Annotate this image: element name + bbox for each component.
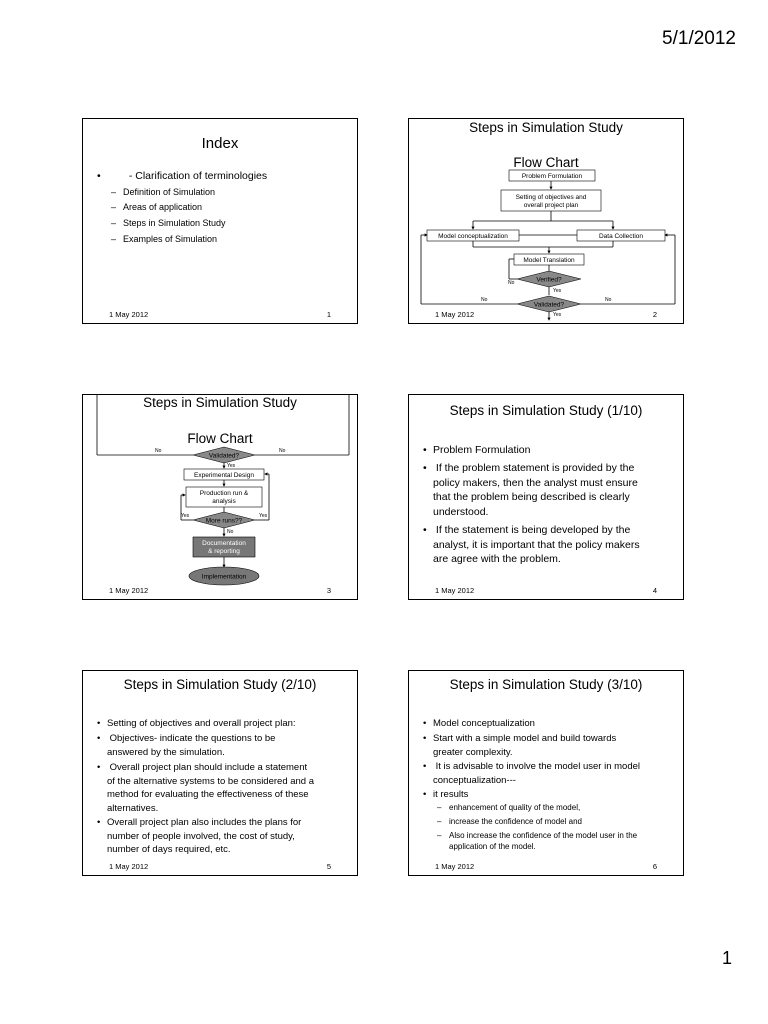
slide-footer-date: 1 May 2012 [109, 586, 149, 595]
flow-label-no: No [155, 448, 162, 454]
sub-item-text: Examples of Simulation [123, 234, 218, 244]
slide-number: 3 [326, 586, 331, 595]
slide-footer-date: 1 May 2012 [435, 862, 475, 871]
flow-chart [83, 395, 359, 601]
dash-icon: – [111, 218, 117, 228]
bullet-line: greater complexity. [433, 746, 513, 758]
slide-4 [408, 394, 684, 600]
bullet-item [97, 732, 353, 759]
page-date: 5/1/2012 [662, 28, 736, 49]
dash-icon: – [437, 803, 442, 812]
flow-label-no: No [605, 297, 612, 303]
bullet-icon: • [423, 462, 427, 474]
flow-label: Setting of objectives and [515, 194, 587, 201]
slide-footer-date: 1 May 2012 [109, 862, 149, 871]
flow-label: Implementation [201, 573, 247, 581]
sub-item [111, 217, 341, 229]
bullet-icon: • [423, 789, 427, 800]
bullet-icon: • [97, 718, 101, 729]
dash-icon: – [111, 187, 117, 197]
flow-label-yes: Yes [553, 288, 562, 294]
bullet-line: conceptualization--- [433, 774, 516, 786]
slide-subtitle: Flow Chart [513, 155, 579, 170]
bullet-icon: • [423, 444, 427, 456]
slide-3 [82, 394, 358, 600]
bullet-line: are agree with the problem. [433, 553, 561, 565]
flow-label: & reporting [208, 548, 240, 555]
flow-box-experimental [184, 469, 264, 480]
bullet-line: answered by the simulation. [107, 746, 225, 758]
flow-decision-verified [517, 271, 581, 287]
bullet-line: policy makers, then the analyst must ensure [433, 476, 638, 489]
dash-icon: – [111, 234, 117, 244]
flow-box-production [186, 487, 262, 507]
bullet-line: Overall project plan also includes the plans for [107, 817, 302, 828]
sub-item-text: Steps in Simulation Study [123, 218, 226, 228]
sub-item-text: Definition of Simulation [123, 187, 216, 197]
sub-item [111, 186, 341, 198]
dash-icon: – [437, 831, 442, 840]
bullet-item [423, 461, 679, 519]
sub-item-line: increase the confidence of model and [449, 817, 582, 826]
slide-footer-date: 1 May 2012 [109, 310, 149, 319]
bullet-item [423, 788, 679, 802]
slide-title: Steps in Simulation Study [143, 395, 297, 410]
bullet-line: Problem Formulation [433, 444, 531, 456]
bullet-line: If the problem statement is provided by the [433, 462, 635, 474]
bullet-line: analyst, it is important that the policy makers [433, 538, 640, 551]
bullet-item [97, 717, 353, 731]
slide-number: 5 [326, 862, 331, 871]
slide-title: Index [201, 135, 239, 152]
bullet-item [423, 760, 683, 787]
bullet-line: that the problem being described is clearly [433, 491, 630, 503]
bullet-item [423, 523, 679, 567]
flow-label-yes: Yes [553, 312, 562, 318]
slide-number: 1 [326, 310, 331, 319]
bullet-icon: • [97, 762, 101, 773]
slide-subtitle: Flow Chart [187, 431, 253, 446]
flow-label-yes: Yes [259, 513, 268, 519]
flow-label-no: No [227, 529, 234, 535]
bullet-line: Start with a simple model and build towards [433, 733, 617, 744]
flow-label-no: No [508, 280, 515, 286]
flow-label: Verified? [536, 276, 562, 284]
bullet-text: - Clarification of terminologies [123, 170, 268, 182]
flow-decision-validated [193, 447, 255, 463]
sub-item-text: Areas of application [123, 202, 203, 212]
bullet-icon: • [97, 817, 101, 828]
slide-footer-date: 1 May 2012 [435, 310, 475, 319]
flow-label: Production run & [199, 490, 249, 497]
bullet-item [97, 761, 357, 815]
flow-label: Data Collection [598, 233, 644, 240]
sub-item [111, 201, 341, 213]
flow-box-documentation [193, 537, 255, 557]
bullet-line: understood. [433, 505, 489, 518]
sub-item-line: enhancement of quality of the model, [449, 803, 581, 812]
flow-box-data-collection [577, 230, 665, 241]
bullet-icon: • [423, 733, 427, 744]
flow-decision-validated [517, 296, 581, 312]
flow-label: Documentation [202, 540, 246, 547]
bullet-line: alternatives. [107, 802, 159, 814]
flow-label: Model Translation [523, 257, 575, 264]
page-number: 1 [721, 948, 732, 968]
sub-item [111, 233, 341, 245]
flow-label: overall project plan [523, 202, 579, 209]
sub-item-line: Also increase the confidence of the model user in the [449, 831, 638, 840]
bullet-icon: • [423, 718, 427, 729]
slide-number: 6 [652, 862, 657, 871]
flow-box-model-concept [427, 230, 519, 241]
flow-terminal-implementation [189, 567, 259, 585]
bullet-item [97, 169, 347, 184]
slide-6 [408, 670, 684, 876]
slide-title: Steps in Simulation Study (1/10) [449, 403, 643, 418]
flow-label: Problem Formulation [521, 173, 583, 180]
flow-box-model-translation [514, 254, 584, 265]
bullet-icon: • [423, 761, 427, 772]
flow-label: Validated? [208, 452, 240, 460]
bullet-icon: • [97, 170, 101, 182]
dash-icon: – [111, 202, 117, 212]
bullet-line: number of days required, etc. [107, 844, 231, 855]
flow-label: More runs?? [205, 517, 243, 525]
bullet-item [423, 717, 679, 731]
slide-number: 4 [652, 586, 657, 595]
bullet-line: If the statement is being developed by the [433, 524, 631, 536]
bullet-line: number of people involved, the cost of study, [107, 830, 295, 842]
slide-title: Steps in Simulation Study (2/10) [123, 677, 317, 692]
flow-label-yes: Yes [227, 463, 236, 469]
sub-item [437, 816, 681, 827]
bullet-line: it results [433, 789, 469, 800]
slide-title: Steps in Simulation Study [469, 120, 623, 135]
bullet-line: Overall project plan should include a statement [107, 762, 308, 773]
sub-item [437, 830, 683, 852]
bullet-icon: • [423, 524, 427, 536]
flow-chart [409, 119, 685, 325]
bullet-line: It is advisable to involve the model user in model [433, 761, 640, 772]
flow-label-no: No [481, 297, 488, 303]
flow-label: Validated? [533, 301, 565, 309]
slide-1 [82, 118, 358, 324]
flow-box-problem [509, 170, 595, 181]
bullet-item [97, 816, 353, 857]
slide-5 [82, 670, 358, 876]
flow-label: analysis [212, 498, 236, 505]
bullet-line: Setting of objectives and overall project plan: [107, 718, 296, 729]
slide-title: Steps in Simulation Study (3/10) [449, 677, 643, 692]
flow-label: Experimental Design [194, 472, 254, 479]
bullet-line: Model conceptualization [433, 718, 535, 729]
sub-item-line: application of the model. [449, 842, 536, 851]
flow-label-yes: Yes [181, 513, 190, 519]
sub-item [437, 802, 681, 813]
slide-2 [408, 118, 684, 324]
bullet-item [423, 443, 679, 458]
bullet-icon: • [97, 733, 101, 744]
flow-box-objectives [501, 190, 601, 211]
dash-icon: – [437, 817, 442, 826]
bullet-line: of the alternative systems to be considered and a [107, 775, 315, 787]
slide-footer-date: 1 May 2012 [435, 586, 475, 595]
bullet-line: Objectives- indicate the questions to be [107, 733, 276, 744]
bullet-line: method for evaluating the effectiveness of these [107, 789, 309, 800]
bullet-item [423, 732, 679, 759]
flow-label-no: No [279, 448, 286, 454]
flow-decision-more-runs [193, 512, 255, 528]
slide-number: 2 [652, 310, 657, 319]
flow-label: Model conceptualization [438, 233, 508, 240]
